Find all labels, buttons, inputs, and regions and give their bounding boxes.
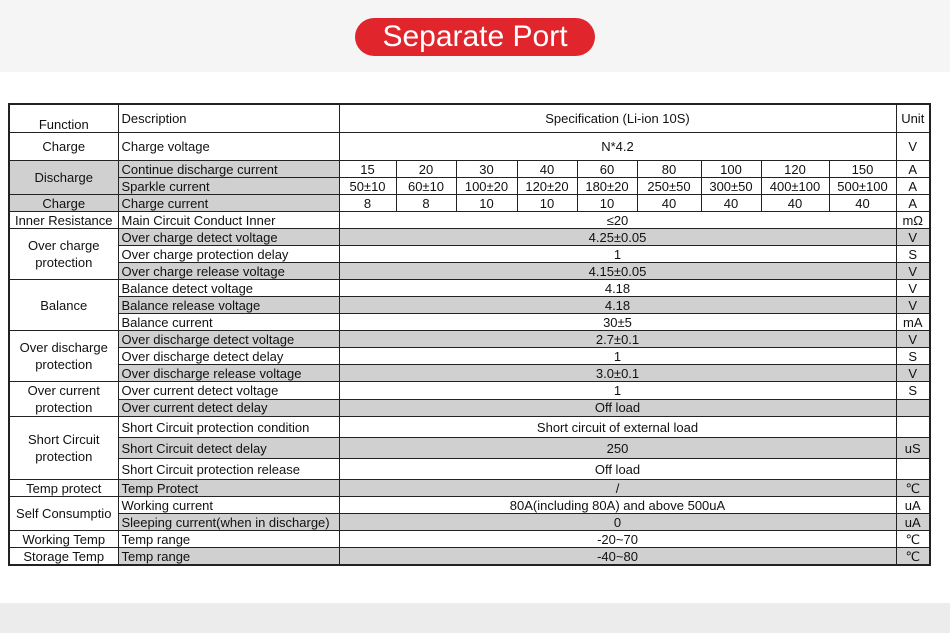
unit-cell bbox=[896, 399, 930, 417]
value-cell: 100±20 bbox=[456, 178, 517, 195]
function-cell: Over discharge protection bbox=[9, 331, 118, 382]
value-cell: -20~70 bbox=[339, 531, 896, 548]
unit-cell: uA bbox=[896, 514, 930, 531]
page-title: Separate Port bbox=[355, 18, 595, 56]
value-cell: 500±100 bbox=[829, 178, 896, 195]
description-cell: Over discharge detect voltage bbox=[118, 331, 339, 348]
value-cell: 2.7±0.1 bbox=[339, 331, 896, 348]
header-band bbox=[0, 0, 950, 72]
description-cell: Continue discharge current bbox=[118, 161, 339, 178]
value-cell: / bbox=[339, 480, 896, 497]
function-cell: Charge bbox=[9, 133, 118, 161]
description-cell: Sparkle current bbox=[118, 178, 339, 195]
description-cell: Temp range bbox=[118, 548, 339, 566]
table-row bbox=[9, 212, 930, 229]
value-cell: 40 bbox=[701, 195, 761, 212]
value-cell: 40 bbox=[517, 161, 577, 178]
function-cell: Short Circuit protection bbox=[9, 417, 118, 480]
value-cell: 120±20 bbox=[517, 178, 577, 195]
unit-cell: S bbox=[896, 382, 930, 400]
description-cell: Short Circuit detect delay bbox=[118, 438, 339, 459]
table-row bbox=[9, 548, 930, 566]
table-row bbox=[9, 531, 930, 548]
table-row bbox=[9, 161, 930, 178]
value-cell: 1 bbox=[339, 382, 896, 400]
description-cell: Sleeping current(when in discharge) bbox=[118, 514, 339, 531]
unit-cell: V bbox=[896, 229, 930, 246]
function-cell: Over charge protection bbox=[9, 229, 118, 280]
header-function: Function bbox=[9, 104, 118, 133]
value-cell: 80 bbox=[637, 161, 701, 178]
value-cell: 8 bbox=[396, 195, 456, 212]
unit-cell: V bbox=[896, 133, 930, 161]
value-cell: 40 bbox=[761, 195, 829, 212]
description-cell: Short Circuit protection release bbox=[118, 459, 339, 480]
value-cell: 150 bbox=[829, 161, 896, 178]
value-cell: 80A(including 80A) and above 500uA bbox=[339, 497, 896, 514]
description-cell: Over charge detect voltage bbox=[118, 229, 339, 246]
description-cell: Working current bbox=[118, 497, 339, 514]
value-cell: Off load bbox=[339, 459, 896, 480]
value-cell: 120 bbox=[761, 161, 829, 178]
value-cell: N*4.2 bbox=[339, 133, 896, 161]
spec-table bbox=[8, 103, 931, 566]
value-cell: 4.18 bbox=[339, 280, 896, 297]
value-cell: 60±10 bbox=[396, 178, 456, 195]
description-cell: Short Circuit protection condition bbox=[118, 417, 339, 438]
value-cell: 50±10 bbox=[339, 178, 396, 195]
function-cell: Self Consumptio bbox=[9, 497, 118, 531]
unit-cell: mΩ bbox=[896, 212, 930, 229]
function-cell: Over current protection bbox=[9, 382, 118, 417]
value-cell: ≤20 bbox=[339, 212, 896, 229]
unit-cell: A bbox=[896, 195, 930, 212]
value-cell: 250±50 bbox=[637, 178, 701, 195]
value-cell: 300±50 bbox=[701, 178, 761, 195]
table-row bbox=[9, 417, 930, 438]
unit-cell: uA bbox=[896, 497, 930, 514]
value-cell: 30±5 bbox=[339, 314, 896, 331]
header-description: Description bbox=[118, 104, 339, 133]
description-cell: Balance current bbox=[118, 314, 339, 331]
description-cell: Charge current bbox=[118, 195, 339, 212]
table-row bbox=[9, 178, 930, 195]
unit-cell: ℃ bbox=[896, 480, 930, 497]
header-unit: Unit bbox=[896, 104, 930, 133]
value-cell: 4.25±0.05 bbox=[339, 229, 896, 246]
description-cell: Temp Protect bbox=[118, 480, 339, 497]
description-cell: Over current detect delay bbox=[118, 399, 339, 417]
unit-cell: A bbox=[896, 178, 930, 195]
description-cell: Main Circuit Conduct Inner bbox=[118, 212, 339, 229]
unit-cell: ℃ bbox=[896, 531, 930, 548]
value-cell: 10 bbox=[577, 195, 637, 212]
description-cell: Over charge release voltage bbox=[118, 263, 339, 280]
table-row bbox=[9, 133, 930, 161]
description-cell: Over charge protection delay bbox=[118, 246, 339, 263]
description-cell: Balance release voltage bbox=[118, 297, 339, 314]
table-row bbox=[9, 365, 930, 382]
table-row bbox=[9, 459, 930, 480]
description-cell: Balance detect voltage bbox=[118, 280, 339, 297]
value-cell: Short circuit of external load bbox=[339, 417, 896, 438]
value-cell: -40~80 bbox=[339, 548, 896, 566]
value-cell: 10 bbox=[517, 195, 577, 212]
table-header-row bbox=[9, 104, 930, 133]
unit-cell: V bbox=[896, 280, 930, 297]
function-cell: Temp protect bbox=[9, 480, 118, 497]
unit-cell: S bbox=[896, 246, 930, 263]
value-cell: 400±100 bbox=[761, 178, 829, 195]
function-cell: Inner Resistance bbox=[9, 212, 118, 229]
value-cell: 10 bbox=[456, 195, 517, 212]
table-row bbox=[9, 246, 930, 263]
unit-cell: uS bbox=[896, 438, 930, 459]
value-cell: 1 bbox=[339, 348, 896, 365]
function-cell: Discharge bbox=[9, 161, 118, 195]
description-cell: Over discharge detect delay bbox=[118, 348, 339, 365]
unit-cell bbox=[896, 417, 930, 438]
value-cell: 100 bbox=[701, 161, 761, 178]
value-cell: 20 bbox=[396, 161, 456, 178]
value-cell: 4.15±0.05 bbox=[339, 263, 896, 280]
table-row bbox=[9, 399, 930, 417]
table-row bbox=[9, 263, 930, 280]
table-row bbox=[9, 314, 930, 331]
table-row bbox=[9, 297, 930, 314]
table-row bbox=[9, 348, 930, 365]
table-row bbox=[9, 229, 930, 246]
unit-cell bbox=[896, 459, 930, 480]
table-row bbox=[9, 514, 930, 531]
value-cell: Off load bbox=[339, 399, 896, 417]
function-cell: Working Temp bbox=[9, 531, 118, 548]
value-cell: 250 bbox=[339, 438, 896, 459]
value-cell: 1 bbox=[339, 246, 896, 263]
unit-cell: A bbox=[896, 161, 930, 178]
table-row bbox=[9, 438, 930, 459]
table-row bbox=[9, 280, 930, 297]
unit-cell: mA bbox=[896, 314, 930, 331]
value-cell: 4.18 bbox=[339, 297, 896, 314]
function-cell: Charge bbox=[9, 195, 118, 212]
function-cell: Storage Temp bbox=[9, 548, 118, 566]
value-cell: 3.0±0.1 bbox=[339, 365, 896, 382]
value-cell: 40 bbox=[637, 195, 701, 212]
unit-cell: V bbox=[896, 263, 930, 280]
value-cell: 60 bbox=[577, 161, 637, 178]
unit-cell: ℃ bbox=[896, 548, 930, 566]
description-cell: Charge voltage bbox=[118, 133, 339, 161]
table-row bbox=[9, 497, 930, 514]
table-row bbox=[9, 195, 930, 212]
header-specification: Specification (Li-ion 10S) bbox=[339, 104, 896, 133]
description-cell: Over discharge release voltage bbox=[118, 365, 339, 382]
value-cell: 0 bbox=[339, 514, 896, 531]
value-cell: 30 bbox=[456, 161, 517, 178]
unit-cell: S bbox=[896, 348, 930, 365]
value-cell: 15 bbox=[339, 161, 396, 178]
value-cell: 180±20 bbox=[577, 178, 637, 195]
unit-cell: V bbox=[896, 297, 930, 314]
description-cell: Over current detect voltage bbox=[118, 382, 339, 400]
table-row bbox=[9, 331, 930, 348]
value-cell: 40 bbox=[829, 195, 896, 212]
value-cell: 8 bbox=[339, 195, 396, 212]
function-cell: Balance bbox=[9, 280, 118, 331]
table-row bbox=[9, 382, 930, 400]
unit-cell: V bbox=[896, 365, 930, 382]
description-cell: Temp range bbox=[118, 531, 339, 548]
unit-cell: V bbox=[896, 331, 930, 348]
table-row bbox=[9, 480, 930, 497]
